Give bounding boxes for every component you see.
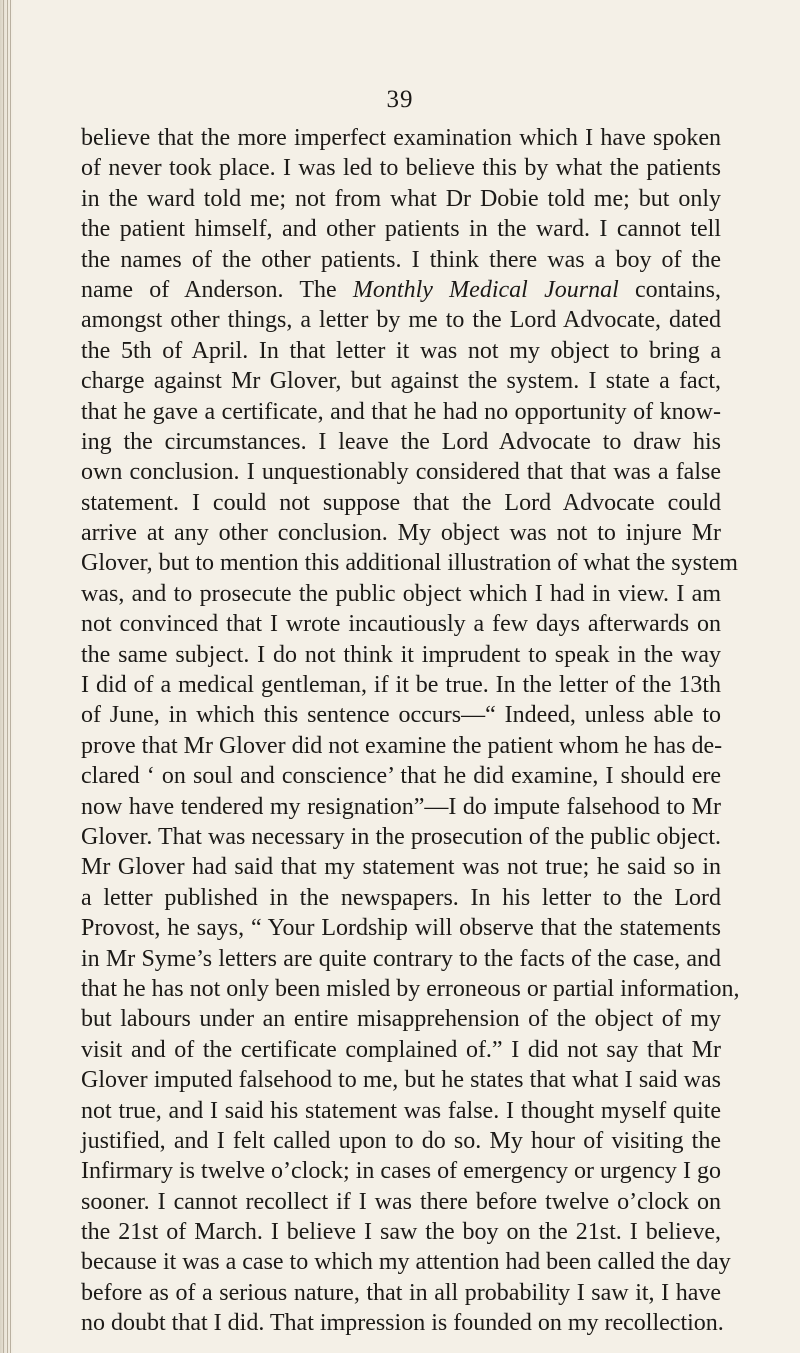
text-line: not convinced that I wrote incautiously a few days afterwards on: [81, 611, 721, 638]
text-line: amongst other things, a letter by me to the Lord Advocate, dated: [81, 307, 721, 334]
text-line: the patient himself, and other patients in the ward. I cannot tell: [81, 216, 721, 243]
text-line: statement. I could not suppose that the Lord Advocate could: [81, 489, 721, 516]
text-line: Glover imputed falsehood to me, but he states that what I said was: [81, 1067, 721, 1094]
binding-line: [3, 0, 4, 1353]
text-line: Glover, but to mention this additional illustration of what the system: [81, 550, 738, 577]
text-line: Mr Glover had said that my statement was not true; he said so in: [81, 854, 721, 881]
text-line: the same subject. I do not think it imprudent to speak in the way: [81, 641, 721, 668]
binding-line: [7, 0, 8, 1353]
text-line: not true, and I said his statement was false. I thought myself quite: [81, 1097, 721, 1124]
text-line: of never took place. I was led to believe this by what the patients: [81, 155, 721, 182]
text-line: visit and of the certificate complained of.” I did not say that Mr: [81, 1036, 721, 1063]
text-line: of June, in which this sentence occurs—“ Indeed, unless able to: [81, 702, 721, 729]
text-line: prove that Mr Glover did not examine the patient whom he has de-: [81, 732, 723, 759]
text-line: clared ‘ on soul and conscience’ that he did examine, I should ere: [81, 763, 721, 790]
text-line: a letter published in the newspapers. In his letter to the Lord: [81, 884, 721, 911]
text-line: believe that the more imperfect examination which I have spoken: [81, 125, 721, 151]
text-line: ing the circumstances. I leave the Lord Advocate to draw his: [81, 428, 721, 455]
text-line: the 5th of April. In that letter it was not my object to bring a: [81, 337, 721, 364]
text-line: that he has not only been misled by erroneous or partial information,: [81, 975, 740, 1002]
text-line: no doubt that I did. That impression is founded on my recollection.: [81, 1310, 724, 1337]
page-number: 39: [386, 86, 414, 113]
text-line: was, and to prosecute the public object which I had in view. I am: [81, 580, 721, 607]
text-line: Provost, he says, “ Your Lordship will observe that the statements: [81, 915, 721, 942]
text-line: I did of a medical gentleman, if it be true. In the letter of the 13th: [81, 672, 721, 699]
text-line: now have tendered my resignation”—I do impute falsehood to Mr: [81, 793, 721, 820]
text-line: justified, and I felt called upon to do so. My hour of visiting the: [81, 1127, 721, 1154]
journal-title: Monthly Medical Journal: [352, 276, 619, 303]
text-line: in Mr Syme’s letters are quite contrary to the facts of the case, and: [81, 945, 721, 972]
text-line: that he gave a certificate, and that he had no opportunity of know-: [81, 398, 721, 425]
text-line: own conclusion. I unquestionably considered that that was a false: [81, 459, 721, 486]
text-line: Infirmary is twelve o’clock; in cases of emergency or urgency I go: [81, 1158, 721, 1185]
text-line: the 21st of March. I believe I saw the boy on the 21st. I believe,: [81, 1219, 721, 1246]
binding-line: [10, 0, 11, 1353]
body-text: [81, 123, 740, 1339]
text-line: the names of the other patients. I think there was a boy of the: [81, 246, 721, 273]
text-line: sooner. I cannot recollect if I was there before twelve o’clock on: [81, 1188, 721, 1215]
text-line: in the ward told me; not from what Dr Dobie told me; but only: [81, 185, 721, 212]
text-line: arrive at any other conclusion. My object was not to injure Mr: [81, 520, 721, 547]
page-binding-edge: [0, 0, 14, 1353]
text-line: because it was a case to which my attention had been called the day: [81, 1249, 731, 1276]
text-line: before as of a serious nature, that in all probability I saw it, I have: [81, 1279, 721, 1306]
text-line: Glover. That was necessary in the prosecution of the public object.: [81, 823, 721, 850]
text-line: name of Anderson. The Monthly Medical Journal contains,: [81, 276, 722, 303]
text-line: charge against Mr Glover, but against the system. I state a fact,: [81, 368, 721, 395]
text-line: but labours under an entire misapprehension of the object of my: [81, 1006, 721, 1033]
